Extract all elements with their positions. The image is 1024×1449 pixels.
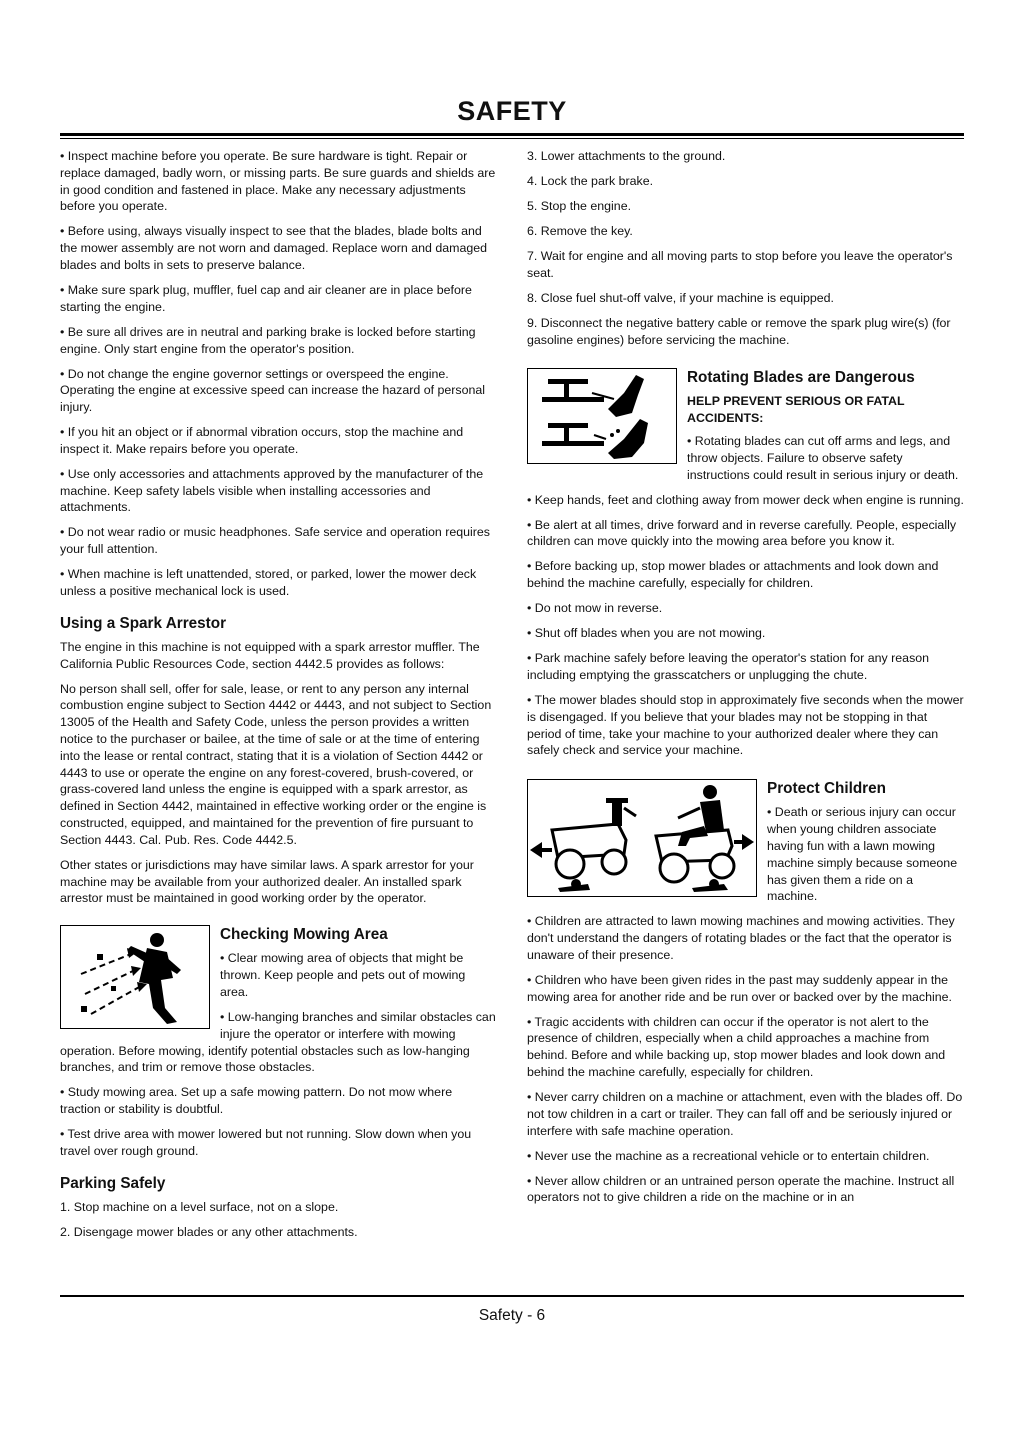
paragraph: • Do not change the engine governor settings or overspeed the engine. Operating the engine at excessive speed can increase the hazard of personal injury. [60, 366, 485, 415]
thrown-objects-warning-illustration [60, 925, 210, 1029]
paragraph: • Use only accessories and attachments approved by the manufacturer of the machine. Keep safety labels visible when installing accessories and attachments. [60, 466, 484, 515]
rotating-blades-warning-illustration [527, 368, 677, 464]
footer-rule [60, 1295, 964, 1297]
list-item: 6. Remove the key. [527, 223, 633, 238]
list-item: 4. Lock the park brake. [527, 173, 654, 188]
section-heading-mowing-area: Checking Mowing Area [220, 926, 388, 944]
paragraph: • Tragic accidents with children can occur if the operator is not alert to the presence of children, especially when a child approaches a machine from behind. Before and while backing up, stop mower blades and look down and behind the machine carefully, especially for children. [527, 1014, 946, 1080]
list-item: 5. Stop the engine. [527, 198, 632, 213]
paragraph: • Before backing up, stop mower blades or attachments and look down and behind the machine carefully, especially for children. [527, 559, 939, 591]
protect-children-illustration [527, 779, 757, 897]
paragraph: • Be alert at all times, drive forward and in reverse carefully. People, especially children can move quickly into the mowing area before you know it. [527, 517, 957, 549]
paragraph: Other states or jurisdictions may have similar laws. A spark arrestor for your machine may be available from your authorized dealer. An installed spark arrestor must be maintained in good working order by the operator. [60, 857, 474, 906]
left-column [60, 148, 496, 1249]
paragraph: • When machine is left unattended, stored, or parked, lower the mower deck unless a positive mechanical lock is used. [60, 567, 477, 599]
list-item: 3. Lower attachments to the ground. [527, 149, 726, 163]
paragraph: • The mower blades should stop in approximately five seconds when the mower is disengaged. If you believe that your blades may not be stopping in that period of time, take your machine to your authorized dealer where they can safely check and service your machine. [527, 692, 964, 758]
paragraph: • Be sure all drives are in neutral and parking brake is locked before starting engine. Only start engine from the operator's position. [60, 324, 476, 356]
children-hazard-icon [528, 780, 756, 896]
paragraph: • Do not mow in reverse. [527, 601, 663, 616]
paragraph: • Never allow children or an untrained person operate the machine. Instruct all operators not to give children a ride on the machine or in an [527, 1173, 955, 1205]
paragraph: The engine in this machine is not equipped with a spark arrestor muffler. The California Public Resources Code, section 4442.5 provides as follows: [60, 639, 480, 671]
list-item: 2. Disengage mower blades or any other attachments. [60, 1224, 358, 1239]
paragraph: • Test drive area with mower lowered but not running. Slow down when you travel over rough ground. [60, 1127, 472, 1158]
warning-caps: HELP PREVENT SERIOUS OR FATAL ACCIDENTS: [687, 394, 905, 426]
list-item: 9. Disconnect the negative battery cable or remove the spark plug wire(s) (for gasoline engines) before servicing the machine. [527, 315, 951, 347]
paragraph: • Rotating blades can cut off arms and legs, and throw objects. Failure to observe safety instructions could result in serious injury or death. [687, 434, 959, 482]
list-item: 7. Wait for engine and all moving parts to stop before you leave the operator's seat. [527, 248, 953, 280]
header-rule [60, 133, 964, 136]
section-heading-parking: Parking Safely [60, 1174, 166, 1192]
paragraph: • Clear mowing area of objects that might be thrown. Keep people and pets out of mowing area. [220, 951, 466, 999]
paragraph: • Do not wear radio or music headphones. Safe service and operation requires your full attention. [60, 525, 490, 557]
section-heading-rotating-blades: Rotating Blades are Dangerous [687, 369, 915, 387]
list-item: 1. Stop machine on a level surface, not on a slope. [60, 1199, 339, 1214]
header-rule-thin [60, 138, 964, 139]
paragraph: • Study mowing area. Set up a safe mowing pattern. Do not mow where traction or stability is doubtful. [60, 1085, 453, 1117]
section-heading-spark-arrestor: Using a Spark Arrestor [60, 614, 227, 632]
paragraph: • Children are attracted to lawn mowing machines and mowing activities. They don't understand the dangers of rotating blades or the fact that the operator is unaware of their presence. [527, 914, 955, 962]
list-item: 8. Close fuel shut-off valve, if your machine is equipped. [527, 290, 834, 305]
page-footer: Safety - 6 [478, 1307, 546, 1324]
paragraph: • Before using, always visually inspect to see that the blades, blade bolts and the mower assembly are not worn and damaged. Replace worn and damaged blades and bolts in sets to preserve balance. [60, 224, 488, 272]
paragraph: • Make sure spark plug, muffler, fuel cap and air cleaner are in place before starting the engine. [60, 282, 472, 314]
paragraph: • Never carry children on a machine or attachment, even with the blades off. Do not tow children in a cart or trailer. They can fall off and be seriously injured or interfere with safe machine operation. [527, 1090, 963, 1138]
blade-hazard-icon [528, 369, 676, 463]
paragraph: • If you hit an object or if abnormal vibration occurs, stop the machine and inspect it. Make repairs before you operate. [60, 425, 464, 456]
paragraph: No person shall sell, offer for sale, lease, or rent to any person any internal combustion engine subject to Section 4442 or 4443, and not subject to Section 13005 of the Health and Safety Code, unless the person provides a written notice to the purchaser or bailee, at the time of sale or at the time of entering into the lease or rental contract, stating that it is a violation of Section 4442 or 4443 to use or operate the engine on any forest-covered, brush-covered, or grass-covered land unless the engine is equipped with a spark arrestor, as defined in Section 4442, maintained in effective working order or the engine is constructed, equipped, and maintained for the prevention of fire pursuant to Section 4443. Cal. Pub. Res. Code 4442.5. [60, 681, 492, 847]
paragraph: • Children who have been given rides in the past may suddenly appear in the mowing area for another ride and be run over or backed over by the machine. [527, 972, 952, 1004]
section-heading-protect-children: Protect Children [767, 780, 886, 798]
paragraph: • Keep hands, feet and clothing away from mower deck when engine is running. [527, 492, 964, 507]
paragraph: • Inspect machine before you operate. Be sure hardware is tight. Repair or replace damaged, badly worn, or missing parts. Be sure guards and shields are in good condition and fastened in place. Make any necessary adjustments before you operate. [60, 149, 496, 214]
paragraph: • Low-hanging branches and similar obstacles can injure the operator or interfere with mowing operation. Before mowing, identify potential obstacles such as low-hanging branches, and trim or remove those obstacles. [60, 1009, 496, 1075]
paragraph: • Park machine safely before leaving the operator's station for any reason including emptying the grasscatchers or unplugging the chute. [527, 651, 930, 682]
paragraph: • Never use the machine as a recreational vehicle or to entertain children. [527, 1148, 930, 1163]
paragraph: • Shut off blades when you are not mowing. [527, 626, 766, 641]
thrown-objects-icon [61, 926, 209, 1028]
right-column [527, 148, 964, 1214]
paragraph: • Death or serious injury can occur when young children associate having fun with a lawn mowing machine simply because someone has given them a ride on a machine. [767, 805, 958, 904]
page-title: SAFETY [457, 96, 567, 126]
